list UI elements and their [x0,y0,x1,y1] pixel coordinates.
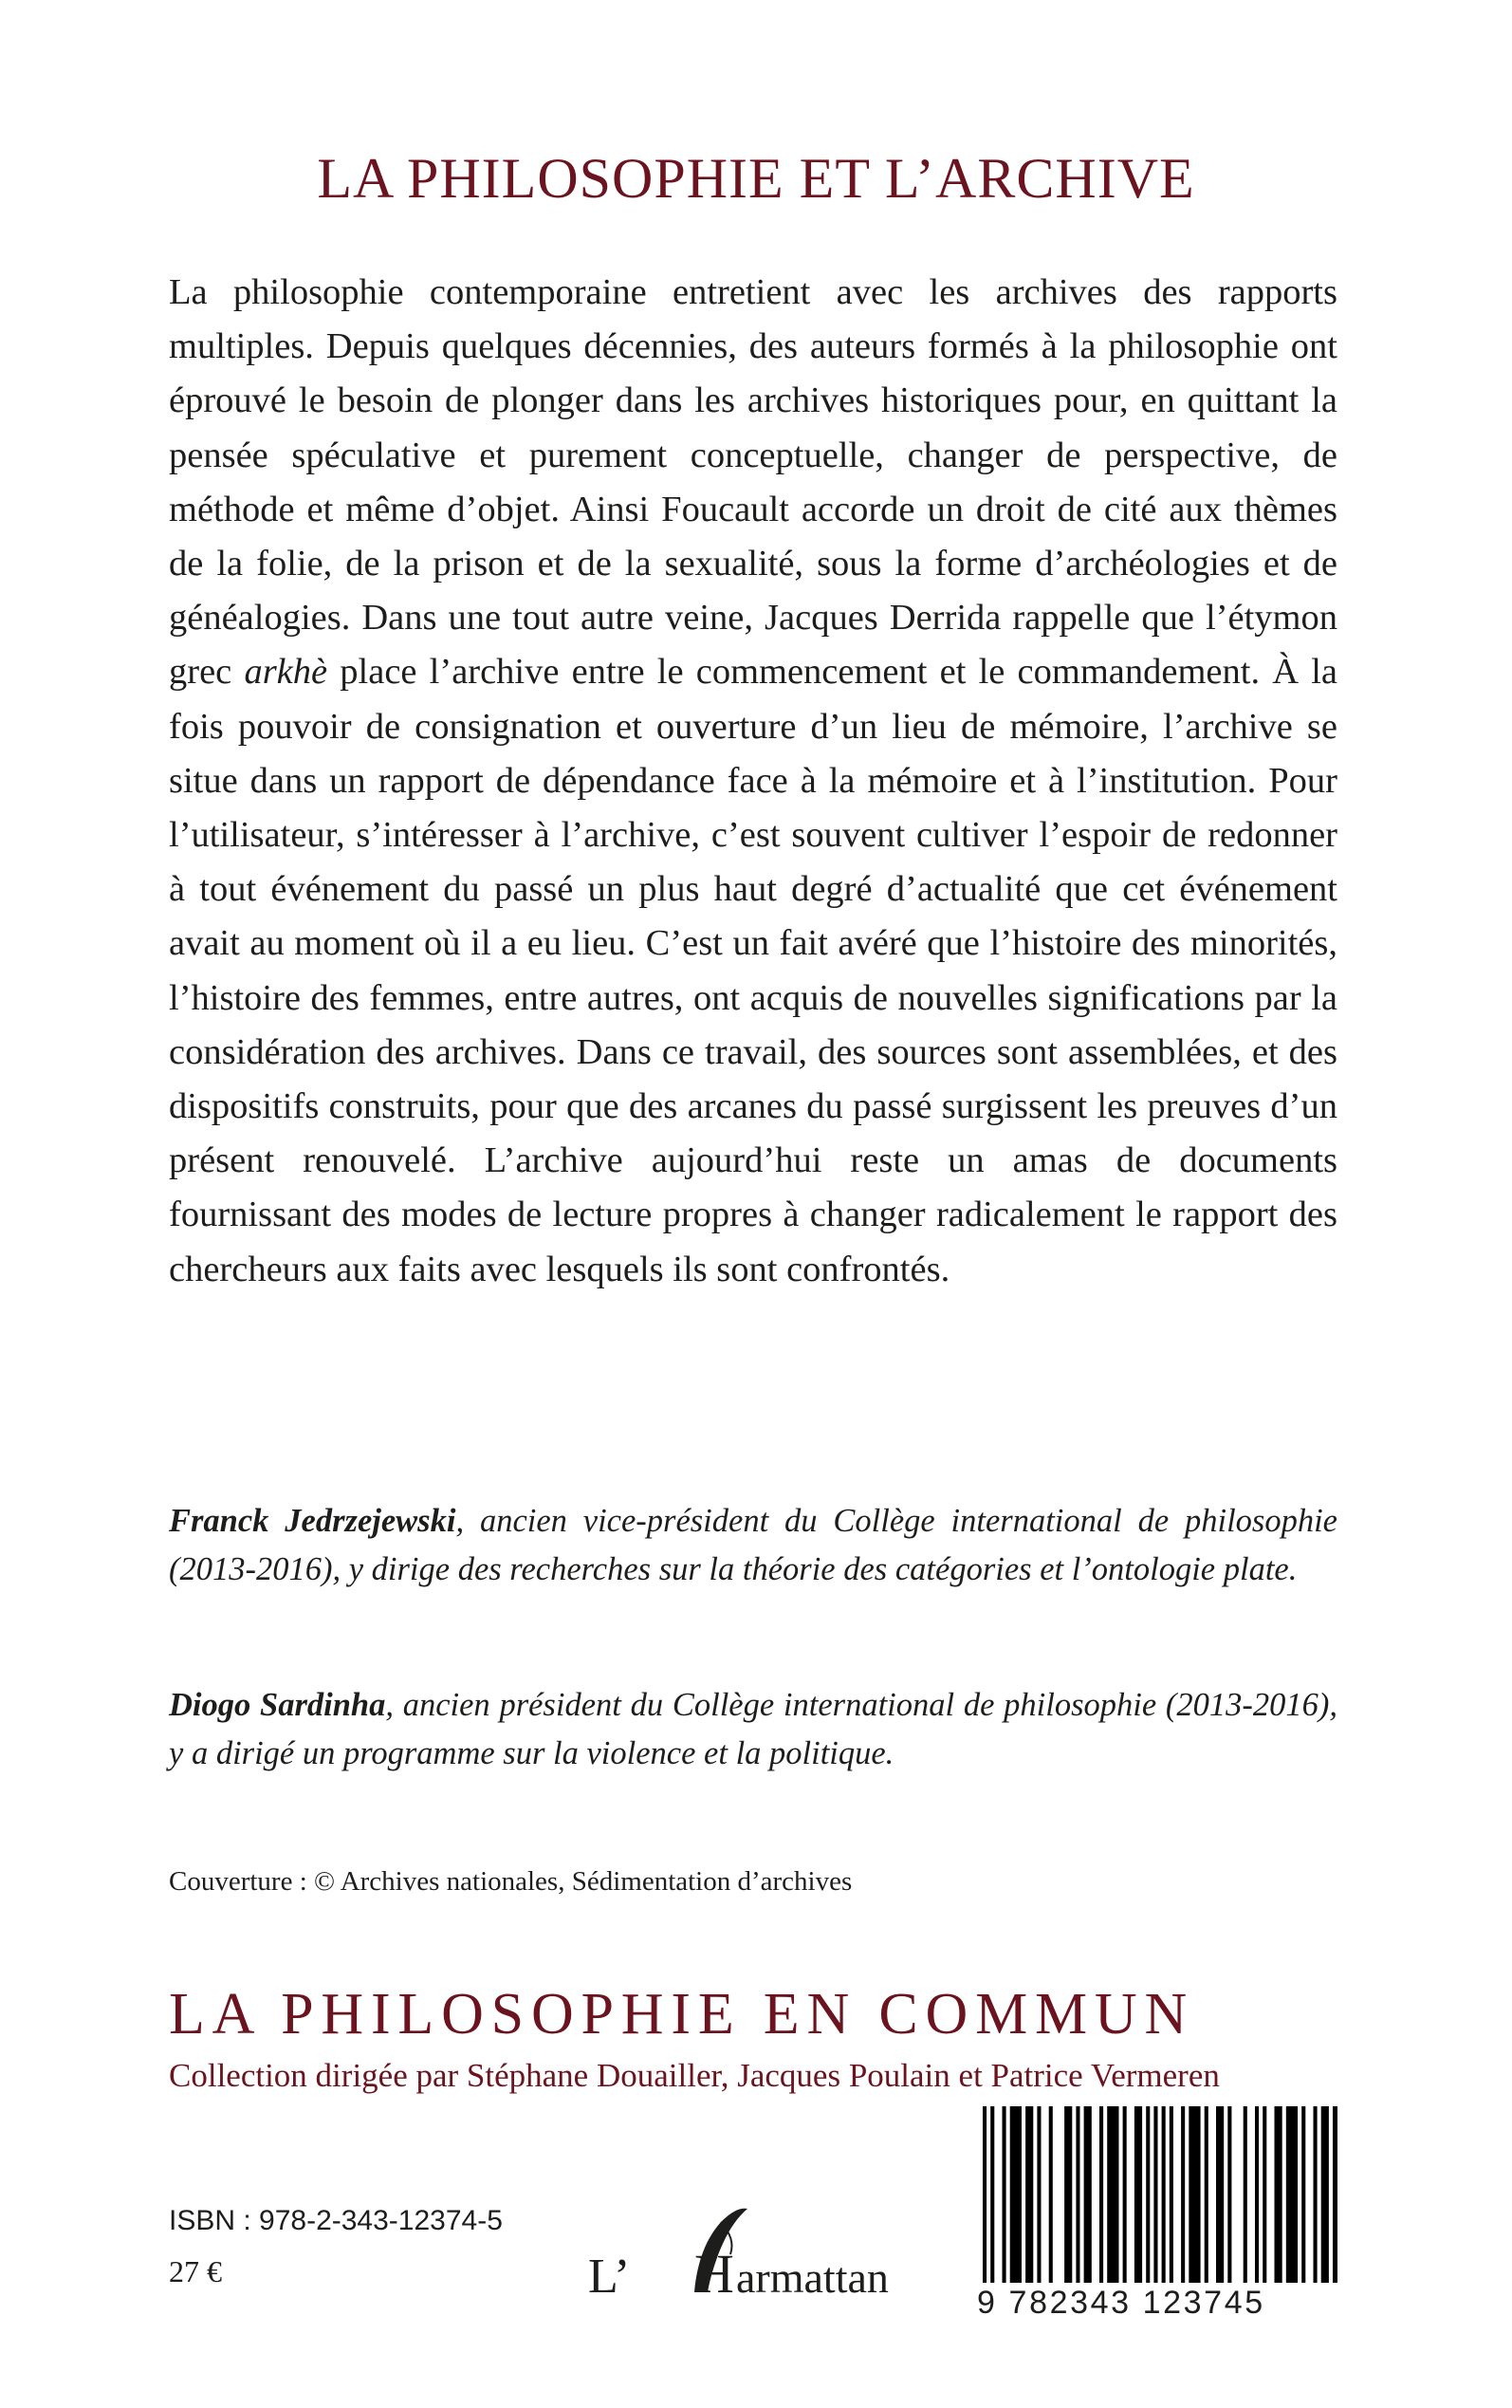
barcode-digits: 9 782343 123745 [977,2285,1265,2321]
barcode-bar [1146,2106,1150,2283]
barcode-bar [1003,2106,1006,2283]
barcode-bar [983,2106,986,2283]
barcode-bar [1263,2106,1266,2283]
svg-text:H: H [694,2243,734,2300]
isbn: ISBN : 978-2-343-12374-5 [169,2205,503,2236]
summary-term-arkhe: arkhè [244,652,328,693]
barcode-bar [1123,2106,1127,2283]
barcode [977,2106,1337,2326]
barcode-bar [1153,2106,1157,2283]
barcode-bar [1107,2106,1118,2283]
svg-text:L’: L’ [588,2250,631,2300]
barcode-bar [1275,2106,1282,2283]
summary-text-part1: La philosophie contemporaine entretient avec les archives des rapports multiples. Depuis quelques décennies, des auteurs formés à la philosophie ont éprouvé le besoin de plonger dans les archives historiques pour, en quittant la pensée spéculative et purement conceptuelle, changer de perspective, de méthode et même d’objet. Ainsi Foucault accorde un droit de cité aux thèmes de la folie, de la prison et de la sexualité, sous la forme d’archéologies et de généalogies. Dans une tout autre veine, Jacques Derrida rappelle que l’étymon grec [169,272,1337,693]
barcode-bar [1099,2106,1103,2283]
barcode-bar [1333,2106,1337,2283]
publisher-logo [588,2205,892,2300]
author-name: Franck Jedrzejewski [169,1503,456,1539]
author-name: Diogo Sardinha [169,1687,386,1723]
author-bio-text: , ancien vice-président du Collège international de philosophie (2013-2016), y dirige des recherches sur la théorie des catégories et l’ontologie plate. [169,1503,1337,1587]
svg-text:armattan: armattan [736,2253,889,2300]
series-title: LA PHILOSOPHIE EN COMMUN [169,1982,1195,2047]
author-bio-sardinha [169,1681,1337,1778]
barcode-bar [1134,2106,1142,2283]
barcode-icon [977,2106,1337,2283]
barcode-bar [1037,2106,1041,2283]
barcode-bar [1025,2106,1033,2283]
barcode-bar [1049,2106,1053,2283]
series-editors: Collection dirigée par Stéphane Douailler, Jacques Poulain et Patrice Vermeren [169,2057,1220,2094]
barcode-bar [1216,2106,1224,2283]
barcode-bar [1170,2106,1173,2283]
barcode-bar [1162,2106,1166,2283]
barcode-bar [1205,2106,1208,2283]
barcode-bar [1321,2106,1329,2283]
barcode-bar [1084,2106,1092,2283]
barcode-bar [1189,2106,1200,2283]
barcode-bar [1076,2106,1079,2283]
harmattan-logo-icon [588,2205,892,2300]
barcode-bar [1255,2106,1259,2283]
barcode-bar [1181,2106,1185,2283]
summary-text-part2: place l’archive entre le commencement et le commandement. À la fois pouvoir de consignation et ouverture d’un lieu de mémoire, l’archive se situe dans un rapport de dépendance face à la mémoire et à l’institution. Pour l’utilisateur, s’intéresser à l’archive, c’est souvent cultiver l’espoir de redonner à tout événement du passé un plus haut degré d’actualité que cet événement avait au moment où il a eu lieu. C’est un fait avéré que l’histoire des minorités, l’histoire des femmes, entre autres, ont acquis de nouvelles significations par la considération des archives. Dans ce travail, des sources sont assemblées, et des dispositifs construits, pour que des arcanes du passé surgissent les preuves d’un présent renouvelé. L’archive aujourd’hui reste un amas de documents fournissant des modes de lecture propres à changer radicalement le rapport des chercheurs aux faits avec lesquels ils sont confrontés. [169,652,1338,1289]
barcode-bar [1314,2106,1318,2283]
barcode-bar [990,2106,994,2283]
price: 27 € [169,2254,222,2288]
barcode-bar [1244,2106,1247,2283]
author-bio-text: , ancien président du Collège international de philosophie (2013-2016), y a dirigé un programme sur la violence et la politique. [169,1687,1338,1771]
barcode-bar [1064,2106,1072,2283]
barcode-bar [1010,2106,1022,2283]
barcode-bar [1286,2106,1298,2283]
barcode-bar [1227,2106,1231,2283]
cover-credit: Couverture : © Archives nationales, Sédimentation d’archives [169,1866,853,1897]
summary-paragraph [169,266,1337,1297]
book-title: LA PHILOSOPHIE ET L’ARCHIVE [317,147,1195,210]
author-bio-jedrzejewski [169,1497,1337,1594]
barcode-bar [1301,2106,1305,2283]
